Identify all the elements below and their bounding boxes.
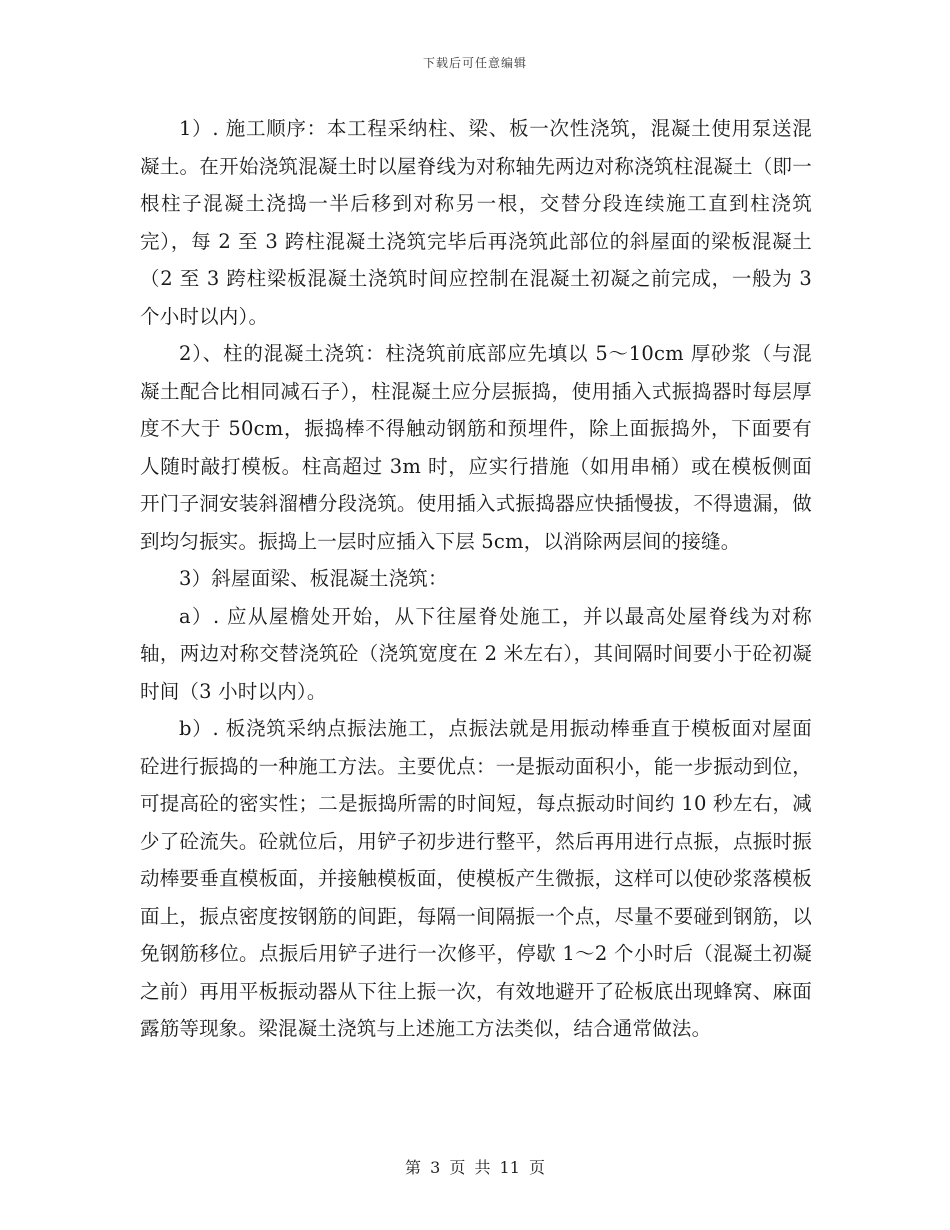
paragraph-roof-beam-slab-heading: 3）斜屋面梁、板混凝土浇筑： bbox=[179, 567, 448, 590]
paragraph-construction-sequence: 1）. 施工顺序：本工程采纳柱、梁、板一次性浇筑，混凝土使用泵送混凝土。在开始浇筑混凝土时以屋脊线为对称轴先两边对称浇筑柱混凝土（即一根柱子混凝土浇捣一半后移到对称另一根，交替分段连续施工直到柱浇筑完），每 2 至 3 跨柱混凝土浇筑完毕后再浇筑此部位的斜屋面的梁板混凝土（2 至 3 跨柱梁板混凝土浇筑时间应控制在混凝土初凝之前完成，一般为 3 个小时以内）。 bbox=[140, 117, 812, 328]
paragraph-point-vibration-method: b）. 板浇筑采纳点振法施工，点振法就是用振动棒垂直于模板面对屋面砼进行振捣的一种施工方法。主要优点：一是振动面积小，能一步振动到位，可提高砼的密实性；二是振捣所需的时间短，每点振动时间约 10 秒左右，减少了砼流失。砼就位后，用铲子初步进行整平，然后再用进行点振，点振时振动棒要垂直模板面，并接触模板面，使模板产生微振，这样可以使砂浆落模板面上，振点密度按钢筋的间距，每隔一间隔振一个点，尽量不要碰到钢筋，以免钢筋移位。点振后用铲子进行一次修平，停歇 1～2 个小时后（混凝土初凝之前）再用平板振动器从下往上振一次，有效地避开了砼板底出现蜂窝、麻面露筋等现象。梁混凝土浇筑与上述施工方法类似，结合通常做法。 bbox=[140, 717, 812, 1040]
page-number-footer: 第 3 页 共 11 页 bbox=[405, 1158, 545, 1177]
paragraph-roof-eaves-start: a）. 应从屋檐处开始，从下往屋脊处施工，并以最高处屋脊线为对称轴，两边对称交替浇筑砼（浇筑宽度在 2 米左右），其间隔时间要小于砼初凝时间（3 小时以内）。 bbox=[140, 604, 812, 703]
document-body bbox=[140, 110, 812, 1048]
paragraph-column-concrete-pouring: 2）、柱的混凝土浇筑：柱浇筑前底部应先填以 5～10cm 厚砂浆（与混凝土配合比相同减石子），柱混凝土应分层振捣，使用插入式振捣器时每层厚度不大于 50cm，振捣棒不得触动钢筋和预埋件，除上面振捣外，下面要有人随时敲打模板。柱高超过 3m 时，应实行措施（如用串桶）或在模板侧面开门子洞安装斜溜槽分段浇筑。使用插入式振捣器应快插慢拔，不得遗漏，做到均匀振实。振捣上一层时应插入下层 5cm，以消除两层间的接缝。 bbox=[140, 342, 812, 553]
page-header: 下载后可任意编辑 bbox=[422, 56, 527, 70]
